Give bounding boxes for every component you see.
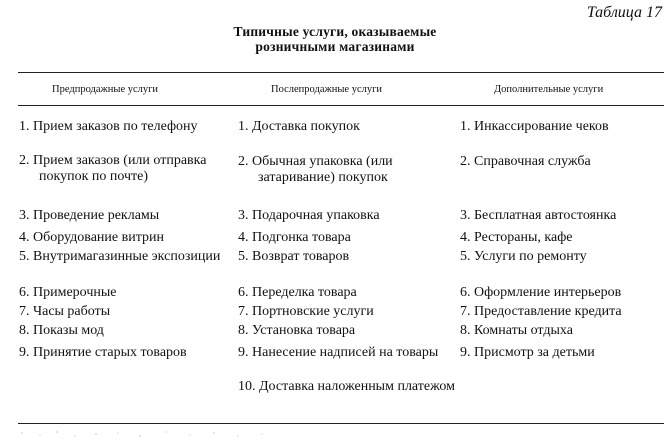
list-item: 2. Справочная служба (460, 154, 591, 169)
list-item: 5. Услуги по ремонту (460, 249, 587, 264)
list-item: 7. Портновские услуги (238, 304, 374, 319)
list-item: 9. Нанесение надписей на товары (238, 345, 439, 360)
list-item: 4. Оборудование витрин (19, 230, 165, 245)
list-item: 4. Рестораны, кафе (460, 230, 573, 245)
list-item: 4. Подгонка товара (238, 230, 351, 245)
column-heading-additional: Дополнительные услуги (494, 84, 604, 95)
list-item: 1. Прием заказов по телефону (19, 119, 198, 134)
list-item: 9. Присмотр за детьми (460, 345, 595, 360)
table-number: Таблица 17 (586, 4, 662, 21)
scan-noise (0, 424, 670, 438)
list-item: 2. Прием заказов (или отправка покупок по почте) (19, 153, 207, 184)
column-heading-postsale: Послепродажные услуги (271, 84, 383, 95)
list-item: 2. Обычная упаковка (или затаривание) покупок (238, 154, 393, 185)
list-item: 3. Проведение рекламы (19, 208, 160, 223)
list-item: 3. Подарочная упаковка (238, 208, 380, 223)
list-item: 8. Установка товара (238, 323, 356, 338)
list-item: 5. Возврат товаров (238, 249, 350, 264)
list-item: 5. Внутримагазинные экспозиции (19, 249, 221, 264)
list-item: 9. Принятие старых товаров (19, 345, 187, 360)
list-item: 6. Примерочные (19, 285, 117, 300)
header-rule (18, 105, 664, 106)
title-line-2: розничными магазинами (255, 39, 415, 54)
list-item: 8. Комнаты отдыха (460, 323, 573, 338)
column-heading-presale: Предпродажные услуги (52, 84, 159, 95)
table-title (0, 24, 670, 54)
list-item: 6. Переделка товара (238, 285, 357, 300)
title-line-1: Типичные услуги, оказываемые (233, 24, 437, 39)
list-item: 3. Бесплатная автостоянка (460, 208, 617, 223)
list-item: 7. Предоставление кредита (460, 304, 622, 319)
top-rule (18, 72, 664, 73)
list-item: 7. Часы работы (19, 304, 111, 319)
list-item: 1. Доставка покупок (238, 119, 360, 134)
list-item: 10. Доставка наложенным платежом (238, 379, 456, 394)
list-item: 8. Показы мод (19, 323, 104, 338)
list-item: 6. Оформление интерьеров (460, 285, 622, 300)
list-item: 1. Инкассирование чеков (460, 119, 609, 134)
